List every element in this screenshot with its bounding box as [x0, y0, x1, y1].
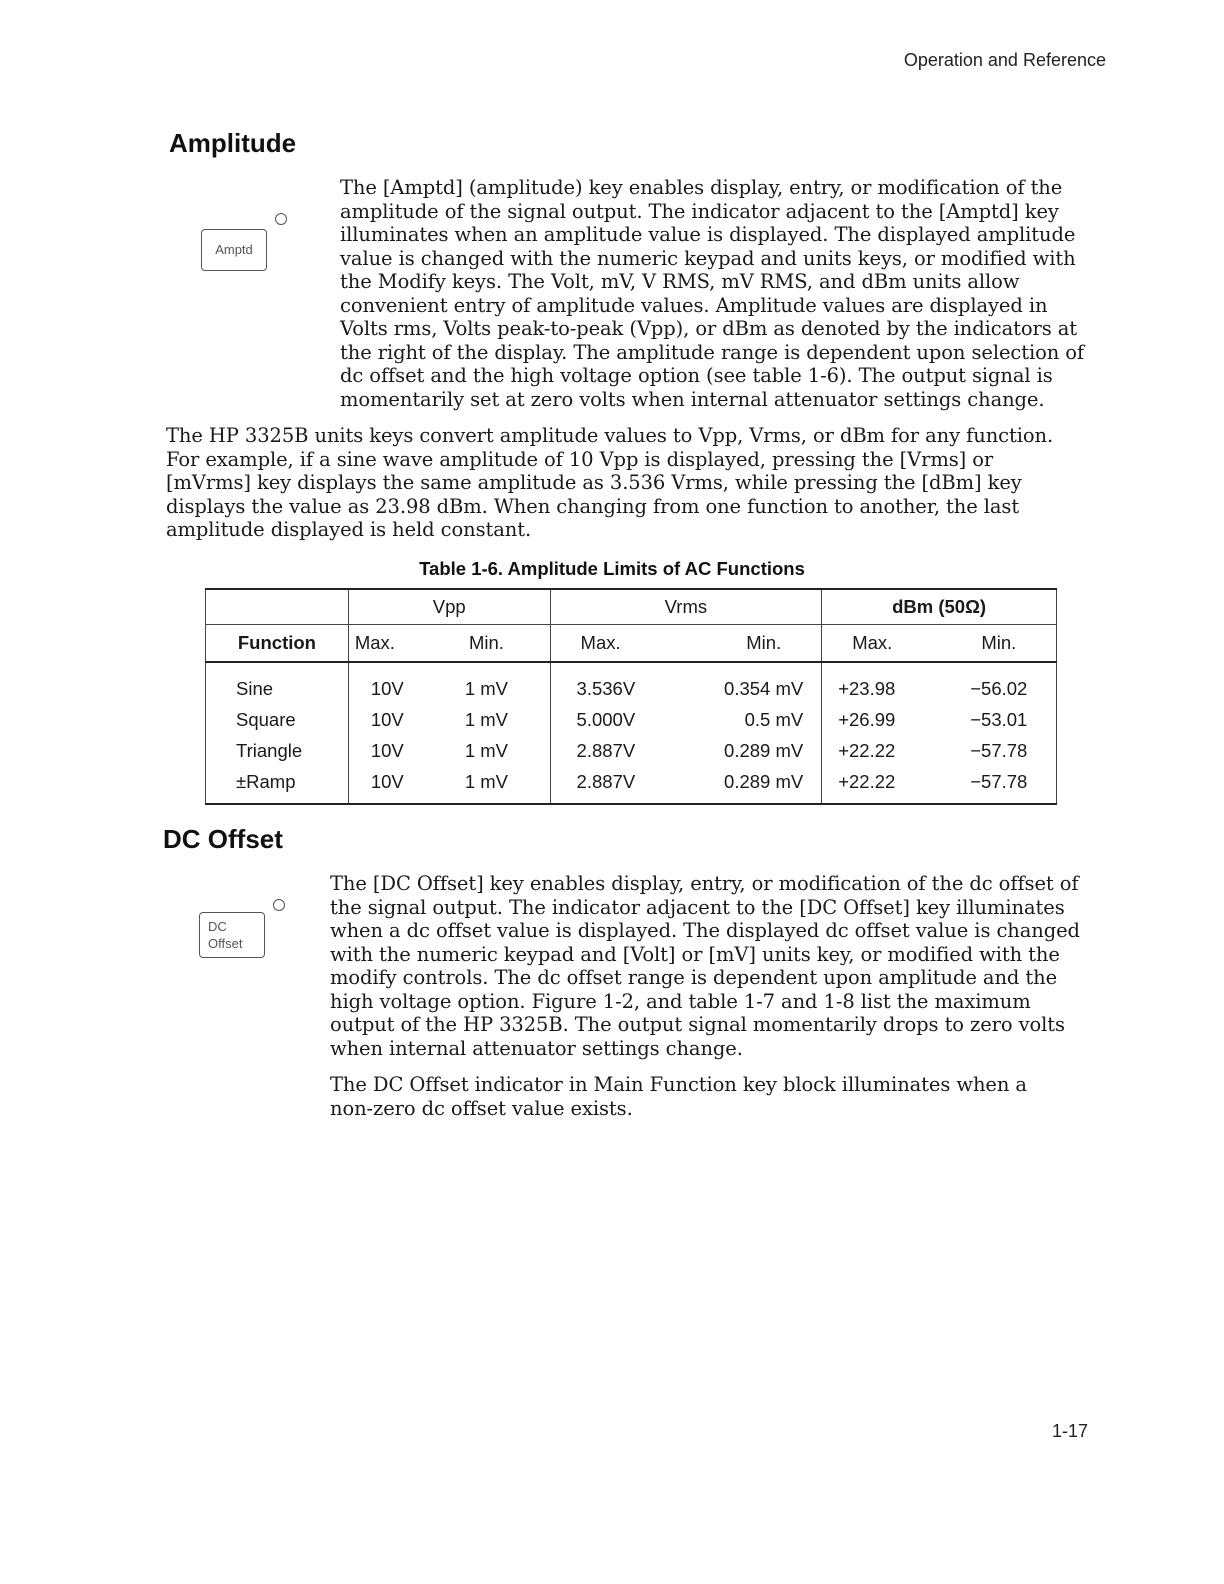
dc-offset-heading: DC Offset: [163, 824, 283, 854]
table-column-header-row: [206, 625, 1057, 663]
table-group-header-row: [206, 589, 1057, 625]
table-row: Triangle 10V 1 mV 2.887V 0.289 mV +22.22 −57.78: [206, 735, 1057, 766]
group-header-vpp: Vpp: [348, 589, 550, 625]
group-header-vrms: Vrms: [550, 589, 822, 625]
table-caption: Table 1-6. Amplitude Limits of AC Functions: [419, 558, 805, 579]
dc-offset-paragraph-2: The DC Offset indicator in Main Function key block illuminates when a non-zero dc offset value exists.: [330, 1073, 1027, 1120]
table-row: ±Ramp 10V 1 mV 2.887V 0.289 mV +22.22 −57.78: [206, 766, 1057, 804]
amptd-indicator-icon: [275, 213, 287, 225]
amplitude-paragraph-2: The HP 3325B units keys convert amplitude values to Vpp, Vrms, or dBm for any function. For example, if a sine wave amplitude of 10 Vpp is displayed, pressing the [Vrms] or [mVrms] key displays the same amplitude as 3.536 Vrms, while pressing the [dBm] key displays the value as 23.98 dBm. When changing from one function to another, the last amplitude displayed is held constant.: [166, 424, 1054, 541]
amplitude-limits-table: [205, 588, 1057, 805]
table-row: Square 10V 1 mV 5.000V 0.5 mV +26.99 −53.01: [206, 704, 1057, 735]
column-header: Min.: [942, 625, 1057, 663]
dc-offset-paragraph-1: The [DC Offset] key enables display, entry, or modification of the dc offset of the signal output. The indicator adjacent to the [DC Offset] key illuminates when a dc offset value is displayed. The displayed dc offset value is changed with the numeric keypad and [Volt] or [mV] units key, or modified with the modify controls. The dc offset range is dependent upon amplitude and the high voltage option. Figure 1-2, and table 1-7 and 1-8 list the maximum output of the HP 3325B. The output signal momentarily drops to zero volts when internal attenuator settings change.: [330, 872, 1080, 1060]
dc-offset-indicator-icon: [273, 899, 285, 911]
column-header: Min.: [423, 625, 550, 663]
amptd-key-icon: [201, 229, 267, 271]
amplitude-heading: Amplitude: [169, 128, 297, 158]
column-header: Min.: [670, 625, 822, 663]
column-header: Max.: [822, 625, 942, 663]
amptd-key-label: Amptd: [215, 242, 253, 257]
running-header: Operation and Reference: [903, 50, 1106, 70]
dc-offset-key-icon: [199, 912, 265, 958]
table-row: Sine 10V 1 mV 3.536V 0.354 mV +23.98 −56.02: [206, 662, 1057, 704]
page-number: 1-17: [1051, 1421, 1088, 1441]
column-header: Function: [206, 625, 349, 663]
dc-offset-key-label-line2: Offset: [208, 936, 243, 951]
amplitude-paragraph-1: The [Amptd] (amplitude) key enables display, entry, or modification of the amplitude of the signal output. The indicator adjacent to the [Amptd] key illuminates when an amplitude value is displayed. The displayed amplitude value is changed with the numeric keypad and units keys, or modified with the Modify keys. The Volt, mV, V RMS, mV RMS, and dBm units allow convenient entry of amplitude values. Amplitude values are displayed in Volts rms, Volts peak-to-peak (Vpp), or dBm as denoted by the indicators at the right of the display. The amplitude range is dependent upon selection of dc offset and the high voltage option (see table 1-6). The output signal is momentarily set at zero volts when internal attenuator settings change.: [340, 176, 1085, 411]
group-header-dbm: dBm (50Ω): [822, 589, 1057, 625]
column-header: Max.: [550, 625, 670, 663]
column-header: Max.: [348, 625, 423, 663]
dc-offset-key-label-line1: DC: [208, 919, 227, 934]
